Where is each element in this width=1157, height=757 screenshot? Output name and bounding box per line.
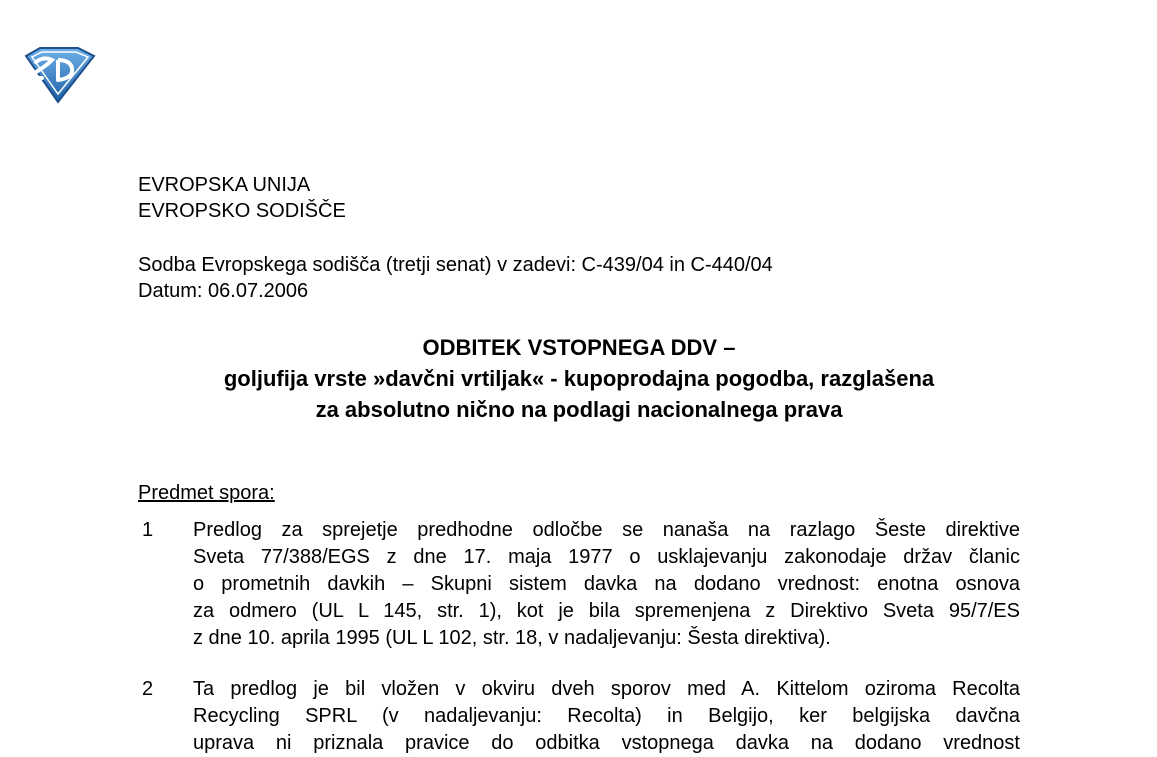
header <box>138 172 346 224</box>
paragraph-number: 1 <box>142 519 154 541</box>
document-title <box>138 332 1020 425</box>
title-line-1: ODBITEK VSTOPNEGA DDV – <box>422 335 736 360</box>
paragraph-line: o prometnih davkih – Skupni sistem davka na dodano vrednost: enotna osnova <box>193 573 1020 595</box>
paragraph-line: Recycling SPRL (v nadaljevanju: Recolta) in Belgijo, ker belgijska davčna <box>193 705 1020 727</box>
title-line-2: goljufija vrste »davčni vrtiljak« - kupoprodajna pogodba, razglašena <box>223 366 935 391</box>
paragraph-body <box>193 676 1020 757</box>
paragraph-line: za odmero (UL L 145, str. 1), kot je bila spremenjena z Direktivo Sveta 95/7/ES <box>193 600 1020 622</box>
header-union: EVROPSKA UNIJA <box>138 174 311 196</box>
court-logo-icon <box>22 46 96 104</box>
paragraph-line: Sveta 77/388/EGS z dne 17. maja 1977 o usklajevanju zakonodaje držav članic <box>193 546 1020 568</box>
paragraph <box>138 676 1020 757</box>
case-info <box>138 252 773 304</box>
paragraph-number: 2 <box>142 678 154 700</box>
title-line-3: za absolutno nično na podlagi nacionalnega prava <box>315 397 843 422</box>
paragraph-line: uprava ni priznala pravice do odbitka vstopnega davka na dodano vrednost <box>193 732 1020 754</box>
case-reference: Sodba Evropskega sodišča (tretji senat) v zadevi: C-439/04 in C-440/04 <box>138 254 773 276</box>
case-date: Datum: 06.07.2006 <box>138 280 309 302</box>
paragraph-line: Predlog za sprejetje predhodne odločbe se nanaša na razlago Šeste direktive <box>193 519 1020 541</box>
paragraph <box>138 517 1020 652</box>
paragraph-line: z dne 10. aprila 1995 (UL L 102, str. 18, v nadaljevanju: Šesta direktiva). <box>193 627 831 649</box>
header-court: EVROPSKO SODIŠČE <box>138 200 346 222</box>
subject-heading: Predmet spora: <box>138 482 275 504</box>
paragraph-line: Ta predlog je bil vložen v okviru dveh sporov med A. Kittelom oziroma Recolta <box>193 678 1020 700</box>
paragraph-body <box>193 517 1020 652</box>
